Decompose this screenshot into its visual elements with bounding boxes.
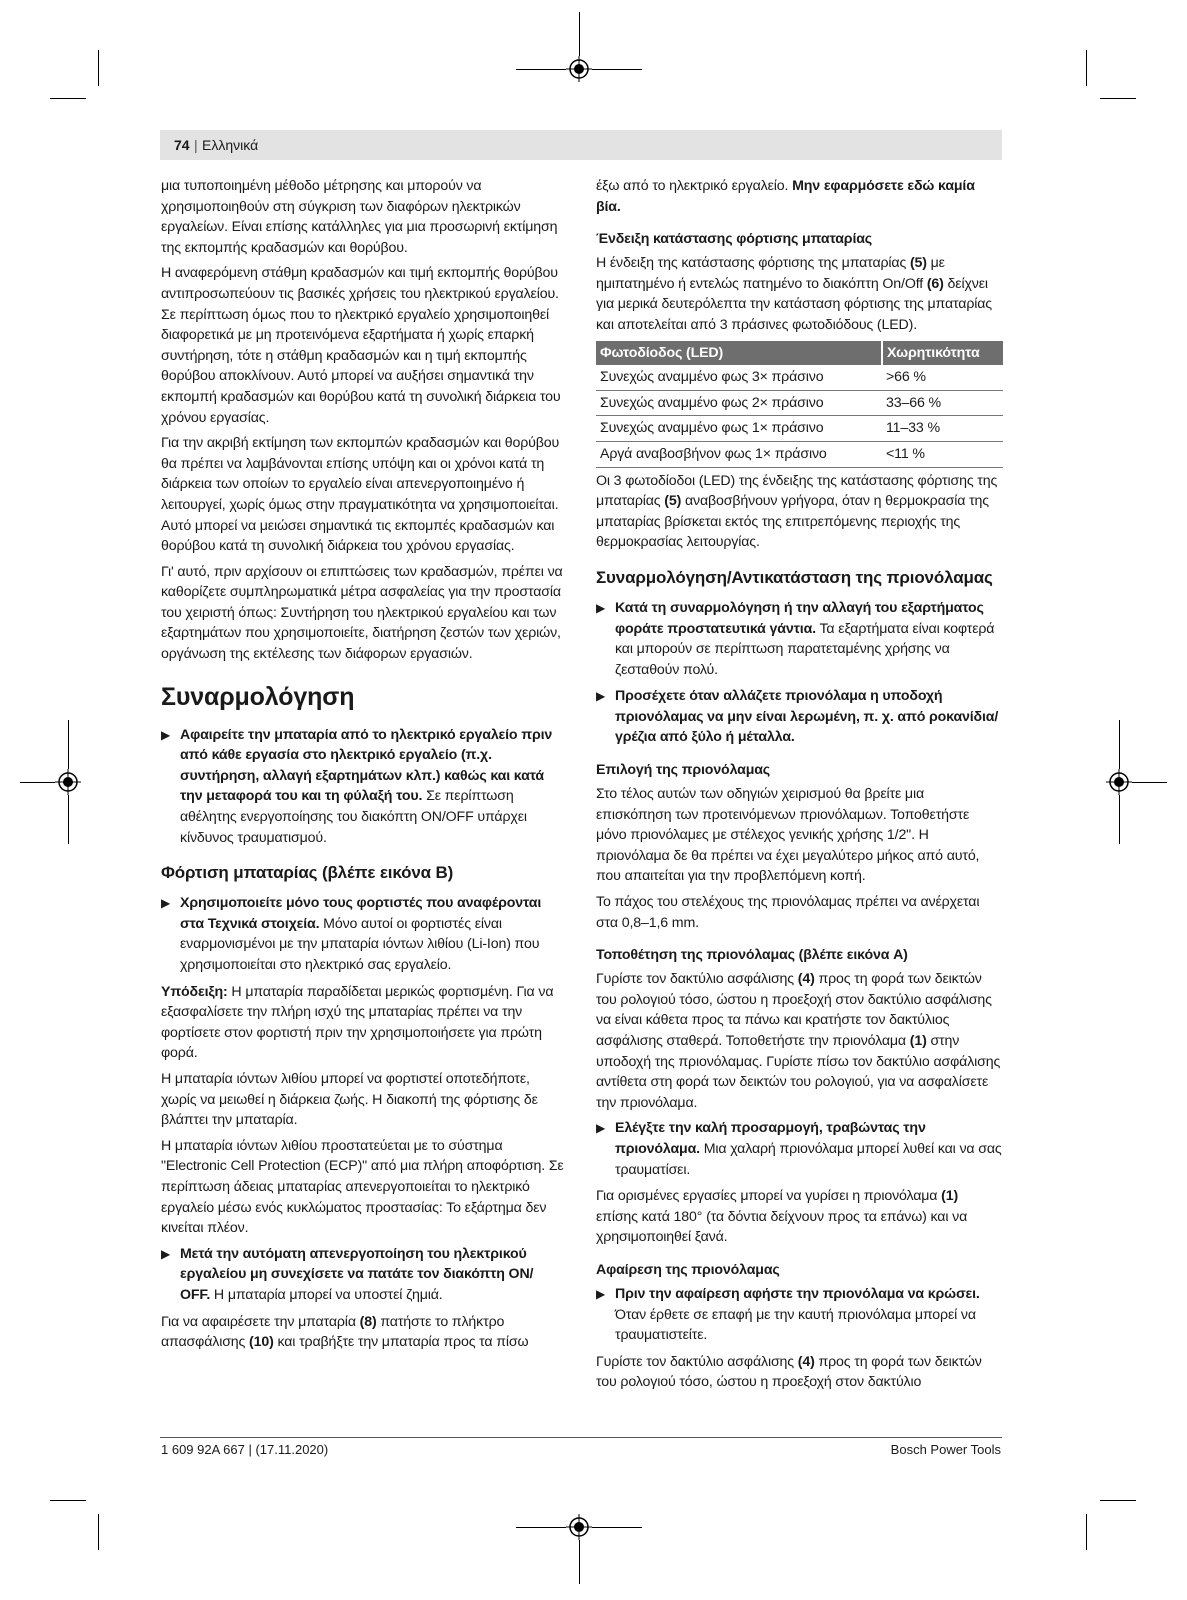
paragraph: Η αναφερόμενη στάθμη κραδασμών και τιμή εκπομπής θορύβου αντιπροσωπεύουν τις βασικές χρήσεις του ηλεκτρικού εργαλείου. Σε περίπτωση όμως που το ηλεκτρικό εργαλείο χρησιμοποιηθεί διαφορετικά με μη προτεινόμενα εξαρτήματα ή χωρίς επαρκή συντήρηση, τότε η στάθμη κραδασμών και η τιμή εκπομπής θορύβου αποκλίνουν. Αυτό μπορεί να αυξήσει σημαντικά την εκπομπή κραδασμών και θορύβου κατά τη συνολική διάρκεια του χρόνου εργασίας.: [161, 265, 561, 426]
header-separator: |: [194, 137, 198, 153]
subheading-blade-selection: Επιλογή της πριονόλαμας: [596, 762, 771, 779]
bullet-text: Τα εξαρτήματα είναι κοφτερά και μπορούν σε περίπτωση παρατεταμένης χρήσης να ζεσταθούν πολύ.: [615, 620, 995, 678]
registration-mark-icon: [1106, 769, 1132, 795]
bullet-bold-text: Προσέχετε όταν αλλάζετε πριονόλαμα η υποδοχή πριονόλαμας να μην είναι λερωμένη, π. χ. από ροκανίδια/γρέζια από ξύλο ή μέταλλα.: [615, 688, 999, 746]
led-capacity-table: [596, 341, 1003, 468]
bullet-triangle-icon: ▶: [161, 727, 171, 742]
crop-mark: [579, 1540, 580, 1584]
text-run: Για να αφαιρέσετε την μπαταρία: [161, 1313, 360, 1330]
bullet-triangle-icon: ▶: [161, 896, 171, 911]
crop-mark: [1100, 98, 1136, 99]
paragraph: Η μπαταρία ιόντων λιθίου προστατεύεται με το σύστημα "Electronic Cell Protection (ECP)" από μια πλήρη αποφόρτιση. Σε περίπτωση άδειας μπαταρίας απενεργοποιείται το ηλεκτρικό εργαλείο μέσω ενός κυκλώματος προστασίας: Το εξάρτημα δεν κινείται πλέον.: [161, 1137, 564, 1237]
paragraph: Στο τέλος αυτών των οδηγιών χειρισμού θα βρείτε μια επισκόπηση των προτεινόμενων πριονόλαμων. Τοποθετήστε μόνο πριονόλαμες με στέλεχος γενικής χρήσης 1/2". Η πριονόλαμα δε θα πρέπει να έχει μεγαλύτερο μήκος από αυτό, που απαιτείται για την προβλεπόμενη κοπή.: [596, 786, 980, 885]
right-column: [596, 176, 1003, 1398]
table-header-row: [596, 341, 1003, 366]
text-run: και τραβήξτε την μπαταρία προς τα πίσω: [273, 1334, 529, 1351]
page-header: [160, 130, 1002, 160]
text-run: προς τη φορά των δεικτών του ρολογιού τόσο, ώστου η προεξοχή στον δακτύλιο: [596, 1353, 982, 1391]
text-run: επίσης κατά 180° (τα δόντια δείχνουν προς τα επάνω) και να χρησιμοποιηθεί ξανά.: [596, 1208, 968, 1246]
bullet-triangle-icon: ▶: [596, 689, 606, 704]
table-cell: <11 %: [882, 441, 1003, 467]
subheading-charge-indicator: Ένδειξη κατάστασης φόρτισης μπαταρίας: [596, 231, 873, 248]
registration-mark-icon: [566, 56, 592, 82]
safety-bullet: [596, 1284, 1003, 1346]
table-cell: Αργά αναβοσβήνον φως 1× πράσινο: [596, 441, 882, 467]
paragraph: Για την ακριβή εκτίμηση των εκπομπών κραδασμών και θορύβου θα πρέπει να λαμβάνονται επίσης υπόψη και οι χρόνοι κατά τη διάρκεια των οποίων το εργαλείο είναι απενεργοποιημένο ή λειτουργεί, χωρίς όμως στην πραγματικότητα να χρησιμοποιείται. Αυτό μπορεί να μειώσει σημαντικά τις εκπομπές κραδασμών και θορύβου κατά τη συνολική διάρκεια του χρόνου εργασίας.: [161, 435, 560, 555]
crop-mark: [1119, 720, 1120, 769]
table-row: [596, 365, 1003, 390]
section-heading-assembly: Συναρμολόγηση: [161, 682, 355, 711]
crop-mark: [98, 1514, 99, 1550]
language-label: Ελληνικά: [202, 137, 259, 153]
bullet-text: Μια χαλαρή πριονόλαμα μπορεί λυθεί και να σας τραυματίσει.: [615, 1140, 1002, 1178]
table-cell: >66 %: [882, 365, 1003, 390]
subheading-blade-insertion: Τοποθέτηση της πριονόλαμας (βλέπε εικόνα A): [596, 947, 908, 964]
bullet-bold-text: Ελέγξτε την καλή προσαρμογή, τραβώντας την πριονόλαμα.: [615, 1120, 926, 1157]
left-column: [161, 176, 566, 1358]
table-header: Χωρητικότητα: [882, 341, 1003, 366]
ref-number: (4): [797, 1353, 815, 1370]
text-run: δείχνει για μερικά δευτερόλεπτα την κατάσταση φόρτισης της μπαταρίας και αποτελείται από 3 πράσινες φωτοδιόδους (LED).: [596, 275, 992, 333]
crop-mark: [516, 1527, 566, 1528]
safety-bullet: [161, 1244, 566, 1306]
table-cell: Συνεχώς αναμμένο φως 1× πράσινο: [596, 416, 882, 442]
text-run: Γυρίστε τον δακτύλιο ασφάλισης: [596, 971, 798, 988]
table-row: [596, 441, 1003, 467]
crop-mark: [68, 795, 69, 844]
paragraph: Η μπαταρία ιόντων λιθίου μπορεί να φορτιστεί οποτεδήποτε, χωρίς να μειωθεί η διάρκεια ζωής. Η διακοπή της φόρτισης δε βλάπτει την μπαταρία.: [161, 1070, 538, 1129]
paragraph: [596, 1352, 1003, 1393]
subheading-blade-removal: Αφαίρεση της πριονόλαμας: [596, 1261, 780, 1278]
bullet-triangle-icon: ▶: [596, 600, 606, 615]
safety-bullet: [596, 686, 1003, 748]
note-text: Η μπαταρία παραδίδεται μερικώς φορτισμένη. Για να εξασφαλίσετε την πλήρη ισχύ της μπαταρίας πρέπει να την φορτίσετε στον φορτιστή πριν την χρησιμοποιήσετε για πρώτη φορά.: [161, 983, 554, 1062]
text-run: Η ένδειξη της κατάστασης φόρτισης της μπαταρίας: [596, 255, 910, 272]
footer-brand: Bosch Power Tools: [890, 1442, 1001, 1457]
ref-number: (5): [664, 493, 682, 510]
crop-mark: [20, 782, 55, 783]
bullet-triangle-icon: ▶: [596, 1121, 606, 1136]
crop-mark: [1132, 782, 1167, 783]
bold-run: Μην εφαρμόσετε εδώ καμία βία.: [596, 178, 975, 215]
table-row: [596, 390, 1003, 416]
ref-number: (6): [926, 275, 944, 292]
section-heading-blade: Συναρμολόγηση/Αντικατάσταση της πριονόλαμας: [596, 567, 993, 587]
page-number: 74: [174, 137, 190, 153]
table-cell: Συνεχώς αναμμένο φως 2× πράσινο: [596, 390, 882, 416]
paragraph: Γι' αυτό, πριν αρχίσουν οι επιπτώσεις των κραδασμών, πρέπει να καθορίζετε συμπληρωματικά μέτρα ασφαλείας για την προστασία του χειριστή όπως: Συντήρηση του ηλεκτρικού εργαλείου και των εξαρτημάτων που χρησιμοποιείτε, διατήρηση ζεστών των χεριών, οργάνωση της εκτέλεσης των διάφορων εργασιών.: [161, 563, 563, 663]
safety-bullet: [161, 725, 566, 849]
table-cell: 11–33 %: [882, 416, 1003, 442]
footer-doc-id: 1 609 92A 667 | (17.11.2020): [161, 1442, 329, 1457]
paragraph: μια τυποποιημένη μέθοδο μέτρησης και μπορούν να χρησιμοποιηθούν στη σύγκριση των διαφόρων ηλεκτρικών εργαλείων. Είναι επίσης κατάλληλες για μια προσωρινή εκτίμηση της εκπομπής κραδασμών και θορύβου.: [161, 178, 558, 256]
table-header: Φωτοδίοδος (LED): [596, 341, 882, 366]
bullet-text: Σε περίπτωση αθέλητης ενεργοποίησης του διακόπτη ON/OFF υπάρχει κίνδυνος τραυματισμού.: [180, 788, 527, 846]
paragraph: Το πάχος του στελέχους της πριονόλαμας πρέπει να ανέρχεται στα 0,8–1,6 mm.: [596, 894, 980, 931]
text-run: αναβοσβήνουν γρήγορα, όταν η θερμοκρασία της μπαταρίας βρίσκεται εκτός της επιτρεπόμενης περιοχής της θερμοκρασίας λειτουργίας.: [596, 493, 989, 551]
footer-divider: [160, 1437, 1002, 1438]
registration-mark-icon: [55, 769, 81, 795]
bullet-text: Μόνο αυτοί οι φορτιστές είναι εναρμονισμένοι με την μπαταρία ιόντων λιθίου (Li-Ion) που χρησιμοποιείται στο ηλεκτρικό σας εργαλείο.: [180, 915, 540, 973]
table-cell: 33–66 %: [882, 390, 1003, 416]
bullet-bold-text: Χρησιμοποιείτε μόνο τους φορτιστές που αναφέρονται στα Τεχνικά στοιχεία.: [180, 895, 542, 932]
text-run: έξω από το ηλεκτρικό εργαλείο.: [596, 178, 793, 194]
crop-mark: [98, 50, 99, 86]
bullet-bold-text: Μετά την αυτόματη απενεργοποίηση του ηλεκτρικού εργαλείου μη συνεχίσετε να πατάτε τον διακόπτη ON/ OFF.: [180, 1245, 534, 1303]
ref-number: (1): [909, 1033, 927, 1049]
bullet-bold-text: Πριν την αφαίρεση αφήστε την πριονόλαμα να κρώσει.: [615, 1285, 980, 1302]
crop-mark: [592, 1527, 642, 1528]
safety-bullet: [596, 1118, 1003, 1180]
bullet-text: Η μπαταρία μπορεί να υποστεί ζημιά.: [210, 1286, 443, 1303]
paragraph: [596, 253, 1003, 335]
crop-mark: [68, 720, 69, 769]
text-run: Γυρίστε τον δακτύλιο ασφάλισης: [596, 1353, 798, 1370]
ref-number: (1): [941, 1188, 959, 1205]
ref-number: (8): [359, 1313, 377, 1330]
crop-mark: [592, 69, 642, 70]
text-run: πατήστε το πλήκτρο απασφάλισης: [161, 1313, 505, 1351]
crop-mark: [1086, 50, 1087, 86]
table-cell: Συνεχώς αναμμένο φως 3× πράσινο: [596, 365, 882, 390]
safety-bullet: [161, 893, 566, 975]
crop-mark: [579, 12, 580, 56]
paragraph: [161, 1312, 566, 1353]
crop-mark: [50, 1500, 86, 1501]
crop-mark: [516, 69, 566, 70]
section-heading-charging: Φόρτιση μπαταρίας (βλέπε εικόνα B): [161, 863, 454, 883]
text-run: προς τη φορά των δεικτών του ρολογιού τόσο, ώστου η προεξοχή στον δακτύλιο ασφάλισης να είναι κάθετα προς τα πάνω και κρατήστε τον δακτύλιος ασφάλισης σταθερά. Τοποθετήστε την πριονόλαμα: [596, 971, 992, 1049]
paragraph: [596, 471, 1003, 553]
bullet-bold-text: Αφαιρείτε την μπαταρία από το ηλεκτρικό εργαλείο πριν από κάθε εργασία στο ηλεκτρικό εργαλείο (π.χ. συντήρηση, αλλαγή εξαρτημάτων κλπ.) καθώς και κατά την μεταφορά του και τη φύλαξή του.: [180, 726, 553, 805]
crop-mark: [1119, 795, 1120, 844]
bullet-triangle-icon: ▶: [161, 1246, 171, 1261]
text-run: Για ορισμένες εργασίες μπορεί να γυρίσει η πριονόλαμα: [596, 1188, 942, 1205]
text-run: στην υποδοχή της πριονόλαμας. Γυρίστε πίσω τον δακτύλιο ασφάλισης αντίθετα στη φορά των δεικτών του ρολογιού, για να ασφαλίσετε την πριονόλαμα.: [596, 1033, 1001, 1111]
table-row: [596, 416, 1003, 442]
registration-mark-icon: [566, 1514, 592, 1540]
bullet-bold-text: Κατά τη συναρμολόγηση ή την αλλαγή του εξαρτήματος φοράτε προστατευτικά γάντια.: [615, 599, 984, 637]
paragraph: [596, 1186, 1003, 1248]
note-label: Υπόδειξη:: [161, 983, 228, 1000]
ref-number: (5): [909, 255, 927, 272]
ref-number: (4): [797, 971, 815, 988]
text-run: Οι 3 φωτοδίοδοι (LED) της ένδειξης της κατάστασης φόρτισης της μπαταρίας: [596, 472, 998, 510]
note-paragraph: [161, 982, 566, 1064]
crop-mark: [1100, 1500, 1136, 1501]
bullet-text: Όταν έρθετε σε επαφή με την καυτή πριονόλαμα μπορεί να τραυματιστείτε.: [615, 1306, 976, 1344]
crop-mark: [50, 98, 86, 99]
paragraph: [596, 969, 1003, 1113]
safety-bullet: [596, 598, 1003, 680]
text-run: με ημιπατημένο ή εντελώς πατημένο το διακόπτη On/Off: [596, 255, 945, 292]
ref-number: (10): [249, 1334, 274, 1351]
paragraph: [596, 176, 1003, 217]
bullet-triangle-icon: ▶: [596, 1286, 606, 1301]
crop-mark: [1086, 1514, 1087, 1550]
